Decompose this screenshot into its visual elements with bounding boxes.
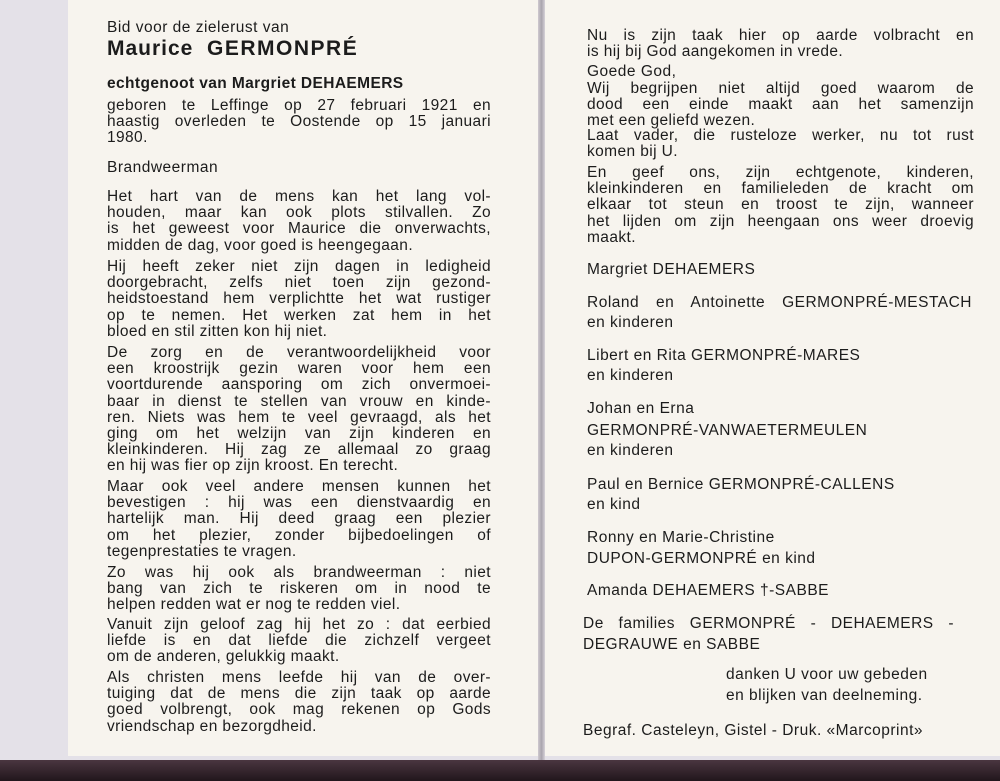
text-line: Zo was hij ook als brandweerman : niet <box>107 564 491 581</box>
tribute-paragraph <box>107 345 491 475</box>
text-line: maakt. <box>587 228 636 246</box>
birth-line: geboren te Leffinge op 27 februari 1921 en <box>107 97 491 114</box>
text-line: om het plezier, zonder bijbedoelingen of <box>107 526 491 544</box>
spouse-line: echtgenoot van Margriet DEHAEMERS <box>107 75 404 92</box>
text-line: De zorg en de verantwoordelijkheid voor <box>107 344 491 361</box>
text-line: een kroostrijk gezin waren voor hem een <box>107 360 491 378</box>
text-line: kleinkinderen. Hij zag ze allemaal zo graag <box>107 441 491 459</box>
family-member-note: en kinderen <box>587 442 674 459</box>
text-line: midden de dag, voor goed is heengegaan. <box>107 236 414 254</box>
family-member-surname: GERMONPRÉ-VANWAETERMEULEN <box>587 422 868 439</box>
family-member-note: en kinderen <box>587 367 674 384</box>
text-line: heidstoestand hem verplichtte het wat rustiger <box>107 290 491 308</box>
card-fold <box>538 0 545 762</box>
tribute-paragraph <box>107 479 491 560</box>
text-line: Het hart van de mens kan het lang vol- <box>107 188 491 205</box>
text-line: bloed en stil zitten kon hij niet. <box>107 322 328 340</box>
text-line: Vanuit zijn geloof zag hij het zo : dat eerbied <box>107 616 491 633</box>
text-line: tegenprestaties te vragen. <box>107 542 297 560</box>
text-line: om de anderen, gelukkig maakt. <box>107 648 340 666</box>
prayer-address: Goede God, <box>587 63 677 80</box>
text-line: het lijden om zijn heengaan ons weer droevig <box>587 212 974 230</box>
family-member-surname: DUPON-GERMONPRÉ en kind <box>587 550 816 567</box>
text-line: op te nemen. Het werken zat hem in het <box>107 306 491 324</box>
deceased-last-name: GERMONPRÉ <box>207 37 359 60</box>
family-member-note: en kinderen <box>587 314 674 331</box>
birth-death-info <box>107 98 491 147</box>
family-member: Amanda DEHAEMERS †-SABBE <box>587 582 830 599</box>
family-member: Johan en Erna <box>587 400 695 417</box>
family-member: Paul en Bernice GERMONPRÉ-CALLENS <box>587 476 895 493</box>
text-line: Roland en Antoinette GERMONPRÉ-MESTACH <box>587 294 972 311</box>
tribute-paragraph <box>107 670 491 735</box>
text-line: kleinkinderen en familieleden de kracht om <box>587 180 974 198</box>
text-line: is het geweest voor Maurice die onverwachts, <box>107 220 491 238</box>
text-line: ging om het welzijn van zijn kinderen en <box>107 425 491 443</box>
text-line: De families GERMONPRÉ - DEHAEMERS - <box>583 615 954 632</box>
text-line: Hij heeft zeker niet zijn dagen in ledigheid <box>107 258 491 275</box>
family-member: Libert en Rita GERMONPRÉ-MARES <box>587 347 861 364</box>
family-member: Margriet DEHAEMERS <box>587 261 756 278</box>
text-line: is hij bij God aangekomen in vrede. <box>587 43 844 61</box>
tribute-paragraph <box>107 565 491 614</box>
text-line: hartelijk man. Hij deed graag een plezier <box>107 510 491 528</box>
family-member: Ronny en Marie-Christine <box>587 529 775 546</box>
thanks-line: en blijken van deelneming. <box>726 687 923 704</box>
text-line: Wij begrijpen niet altijd goed waarom de <box>587 80 974 97</box>
text-line: doorgebracht, zelfs niet toen zijn gezond- <box>107 274 491 292</box>
text-line: houden, maar kan ook plots stilvallen. Zo <box>107 204 491 222</box>
thanks-line: danken U voor uw gebeden <box>726 666 928 683</box>
profession: Brandweerman <box>107 159 219 176</box>
text-line: bevestigen : hij was een dienstvaardig en <box>107 494 491 512</box>
text-line: goed volbrengt, ook mag rekenen op Gods <box>107 701 491 719</box>
prayer-paragraph <box>587 28 974 60</box>
deceased-first-name: Maurice <box>107 37 194 60</box>
text-line: dood een einde maakt aan het samenzijn <box>587 96 974 114</box>
scan-edge <box>0 760 1000 781</box>
printer-credit: Begraf. Casteleyn, Gistel - Druk. «Marcoprint» <box>583 722 924 739</box>
prayer-line: Bid voor de zielerust van <box>107 19 290 36</box>
text-line: Maar ook veel andere mensen kunnen het <box>107 478 491 495</box>
text-line: bang van zich te riskeren om in nood te <box>107 580 491 598</box>
tribute-paragraph <box>107 189 491 254</box>
text-line: helpen redden wat er nog te redden viel. <box>107 596 401 614</box>
text-line: met een geliefd wezen. <box>587 112 756 130</box>
deceased-name <box>107 37 359 60</box>
text-line: voortdurende aansporing om zich onvermoei- <box>107 376 491 394</box>
text-line: Als christen mens leefde hij van de over- <box>107 669 491 686</box>
birth-line: haastig overleden te Oostende op 15 januari <box>107 113 491 131</box>
text-line: En geef ons, zijn echtgenote, kinderen, <box>587 164 974 181</box>
tribute-paragraph <box>107 617 491 666</box>
family-group <box>583 616 954 632</box>
prayer-paragraph <box>587 165 974 246</box>
text-line: baar in dienst te stellen van vrouw en kinde- <box>107 392 491 410</box>
family-member-note: en kind <box>587 496 641 513</box>
text-line: liefde is en dat liefde die zichzelf vergeet <box>107 632 491 650</box>
text-line: tuiging dat de mens die zijn taak op aarde <box>107 685 491 703</box>
text-line: elkaar tot steun en troost te zijn, wanneer <box>587 196 974 214</box>
text-line: ren. Niets was hem te veel gevraagd, als het <box>107 408 491 426</box>
prayer-paragraph <box>587 128 974 160</box>
text-line: Laat vader, die rusteloze werker, nu tot rust <box>587 127 974 144</box>
text-line: Nu is zijn taak hier op aarde volbracht en <box>587 27 974 44</box>
text-line: en hij was fier op zijn kroost. En terecht. <box>107 457 399 475</box>
prayer-paragraph <box>587 81 974 130</box>
birth-line: 1980. <box>107 129 148 147</box>
family-member <box>587 295 972 311</box>
tribute-paragraph <box>107 259 491 340</box>
family-group-line: DEGRAUWE en SABBE <box>583 636 761 653</box>
text-line: vriendschap en bezorgdheid. <box>107 717 317 735</box>
text-line: komen bij U. <box>587 143 678 161</box>
